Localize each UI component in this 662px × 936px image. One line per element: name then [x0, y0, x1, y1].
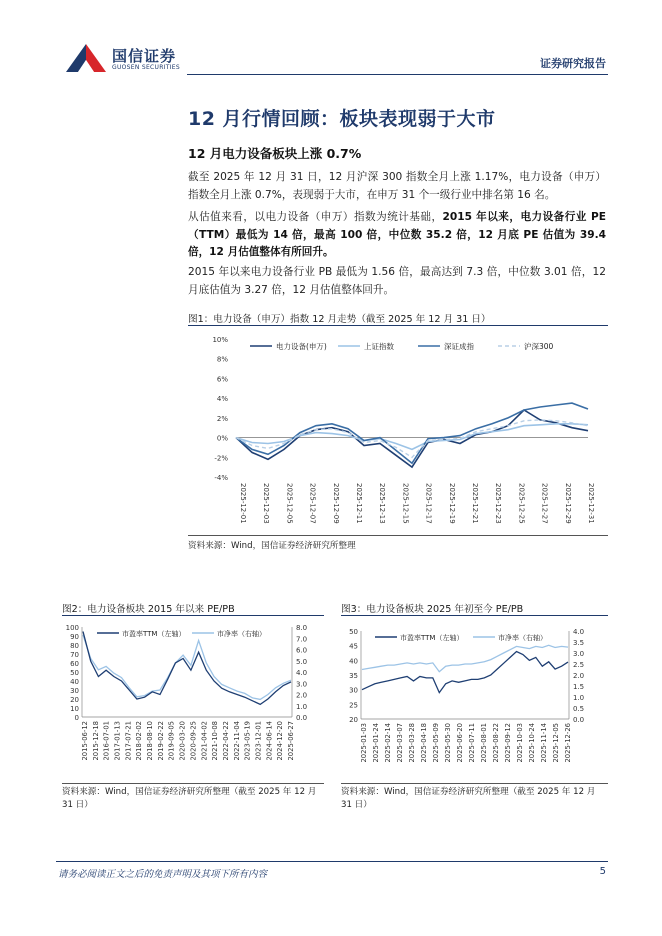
- y-left-tick-label: 40: [349, 657, 358, 666]
- logo-cn: 国信证券: [112, 47, 177, 65]
- legend-label: 市净率（右轴）: [217, 630, 266, 638]
- x-tick-label: 2023-12-01: [254, 721, 263, 761]
- paragraph-3: 2015 年以来电力设备行业 PB 最低为 1.56 倍，最高达到 7.3 倍，中位数 3.01 倍，12 月底估值为 3.27 倍，12 月估值整体回升。: [188, 266, 606, 296]
- legend-label: 沪深300: [524, 342, 554, 351]
- y-left-tick-label: 50: [70, 669, 79, 677]
- figure2-top-rule: [62, 615, 324, 616]
- y-left-tick-label: 90: [70, 633, 79, 641]
- legend-label: 上证指数: [364, 342, 394, 351]
- x-tick-label: 2025-12-23: [494, 483, 503, 524]
- footer-rule: [56, 861, 608, 862]
- paragraph-2-bold: 2015 年以来，电力设备行业 PE（TTM）最低为 14 倍，最高 100 倍，中位数 35.2 倍，12 月底 PE 估值为 39.4 倍，12 月估值整体有所回升。: [188, 211, 606, 258]
- legend-label: 市盈率TTM（左轴）: [122, 630, 186, 638]
- series-line-pb: [83, 635, 291, 700]
- figure1-source: 资料来源：Wind，国信证券经济研究所整理: [188, 541, 356, 551]
- guosen-logo-icon: [64, 42, 108, 76]
- series-line-1: [236, 410, 588, 467]
- x-tick-label: 2025-12-15: [401, 483, 410, 524]
- x-tick-label: 2019-02-22: [156, 721, 165, 761]
- y-right-tick-label: 2.5: [573, 661, 585, 669]
- figure1-bottom-rule: [188, 535, 608, 536]
- x-tick-label: 2025-05-30: [444, 723, 452, 763]
- figure3-caption: 图3：电力设备板块 2025 年初至今 PE/PB: [341, 604, 524, 615]
- x-tick-label: 2025-11-14: [540, 723, 548, 763]
- x-tick-label: 2025-10-03: [516, 723, 524, 763]
- x-tick-label: 2025-01-24: [372, 723, 380, 763]
- figure2-bottom-rule: [62, 783, 324, 784]
- x-tick-label: 2025-12-29: [563, 483, 572, 524]
- y-right-tick-label: 7.0: [296, 635, 308, 644]
- y-right-tick-label: 2.0: [573, 672, 585, 680]
- figure3-source: 资料来源：Wind，国信证券经济研究所整理（截至 2025 年 12 月 31 日）: [341, 787, 596, 810]
- x-tick-label: 2024-12-20: [276, 721, 285, 761]
- figure3-bottom-rule: [341, 783, 608, 784]
- x-tick-label: 2023-05-19: [243, 721, 252, 761]
- x-tick-label: 2025-12-05: [285, 483, 294, 524]
- x-tick-label: 2018-08-10: [146, 721, 155, 761]
- y-tick-label: 0%: [216, 434, 228, 443]
- y-right-tick-label: 3.0: [296, 680, 308, 689]
- x-tick-label: 2025-12-07: [308, 483, 317, 524]
- y-right-tick-label: 6.0: [296, 646, 308, 655]
- y-left-tick-label: 50: [349, 628, 358, 636]
- x-tick-label: 2022-11-04: [232, 721, 241, 761]
- y-right-tick-label: 3.0: [573, 650, 585, 658]
- legend-label: 电力设备(申万): [276, 342, 327, 351]
- x-tick-label: 2024-06-14: [265, 721, 274, 761]
- y-left-tick-label: 10: [70, 705, 79, 713]
- figure3-chart: [341, 617, 608, 783]
- x-tick-label: 2020-09-25: [189, 721, 198, 761]
- y-right-tick-label: 1.0: [573, 694, 585, 702]
- x-tick-label: 2021-04-02: [200, 721, 209, 761]
- x-tick-label: 2025-07-11: [468, 723, 476, 763]
- x-tick-label: 2025-12-09: [331, 483, 340, 524]
- section-title: 12 月行情回顾：板块表现弱于大市: [188, 108, 496, 130]
- paragraph-2: [188, 209, 606, 262]
- x-tick-label: 2022-04-22: [221, 721, 230, 761]
- x-tick-label: 2025-08-22: [492, 723, 500, 763]
- x-tick-label: 2025-12-03: [262, 483, 271, 524]
- y-left-tick-label: 100: [65, 624, 79, 632]
- subsection-title: 12 月电力设备板块上涨 0.7%: [188, 146, 362, 161]
- y-left-tick-label: 0: [74, 714, 79, 722]
- paragraph-2-normal: 从估值来看，以电力设备（申万）指数为统计基础，: [188, 211, 443, 223]
- x-tick-label: 2017-01-13: [113, 721, 122, 761]
- x-tick-label: 2025-03-28: [408, 723, 416, 763]
- series-line-3: [236, 403, 588, 463]
- figure3-top-rule: [341, 615, 608, 616]
- x-tick-label: 2025-12-31: [587, 483, 595, 524]
- legend-label: 市净率（右轴）: [498, 634, 547, 642]
- y-right-tick-label: 0.0: [573, 716, 585, 724]
- x-tick-label: 2025-04-18: [420, 723, 428, 763]
- y-tick-label: 8%: [216, 355, 228, 364]
- report-type: 证券研究报告: [540, 57, 606, 70]
- x-tick-label: 2025-12-11: [355, 483, 363, 524]
- figure2-chart: [62, 617, 324, 783]
- x-tick-label: 2025-12-27: [540, 483, 549, 524]
- x-tick-label: 2025-12-13: [378, 483, 387, 524]
- legend-label: 市盈率TTM（左轴）: [400, 634, 464, 642]
- x-tick-label: 2025-06-20: [456, 723, 464, 763]
- y-tick-label: -4%: [214, 474, 228, 482]
- series-line-pe: [362, 652, 568, 693]
- figure1-caption: 图1：电力设备（申万）指数 12 月走势（截至 2025 年 12 月 31 日）: [188, 314, 491, 325]
- logo-en: GUOSEN SECURITIES: [112, 64, 181, 71]
- paragraph-1: 截至 2025 年 12 月 31 日，12 月沪深 300 指数全月上涨 1.17%，电力设备（申万）指数全月上涨 0.7%，表现弱于大市，在申万 31 个一级行业中排名第 16 名。: [188, 171, 606, 201]
- y-left-tick-label: 25: [349, 701, 358, 710]
- y-left-tick-label: 35: [349, 672, 358, 680]
- x-tick-label: 2015-06-12: [81, 721, 89, 761]
- figure1-chart: [188, 327, 608, 533]
- x-tick-label: 2019-09-05: [167, 721, 176, 761]
- y-right-tick-label: 0.0: [296, 714, 308, 722]
- x-tick-label: 2025-12-17: [424, 483, 433, 524]
- footer-disclaimer: 请务必阅读正文之后的免责声明及其项下所有内容: [58, 869, 268, 880]
- x-tick-label: 2021-10-08: [211, 721, 220, 761]
- y-right-tick-label: 4.0: [573, 628, 585, 636]
- x-tick-label: 2025-12-05: [552, 723, 560, 763]
- y-right-tick-label: 2.0: [296, 691, 308, 700]
- x-tick-label: 2015-12-18: [91, 721, 100, 761]
- x-tick-label: 2025-09-12: [504, 723, 512, 763]
- y-right-tick-label: 3.5: [573, 639, 585, 647]
- y-left-tick-label: 30: [70, 687, 79, 695]
- y-left-tick-label: 40: [70, 678, 79, 686]
- page-number: 5: [599, 866, 606, 877]
- y-left-tick-label: 70: [70, 651, 79, 659]
- y-left-tick-label: 80: [70, 642, 79, 650]
- y-left-tick-label: 20: [349, 716, 358, 724]
- x-tick-label: 2025-08-01: [480, 723, 488, 763]
- y-tick-label: 4%: [216, 395, 228, 404]
- figure2-source: 资料来源：Wind，国信证券经济研究所整理（截至 2025 年 12 月 31 日）: [62, 787, 317, 810]
- y-tick-label: -2%: [214, 454, 228, 463]
- x-tick-label: 2025-03-07: [396, 723, 404, 763]
- y-right-tick-label: 4.0: [296, 669, 308, 677]
- x-tick-label: 2025-12-01: [239, 483, 247, 524]
- x-tick-label: 2025-12-25: [517, 483, 526, 524]
- y-right-tick-label: 0.5: [573, 705, 585, 713]
- x-tick-label: 2018-02-02: [135, 721, 144, 761]
- y-right-tick-label: 8.0: [296, 624, 308, 632]
- x-tick-label: 2025-06-27: [287, 721, 295, 761]
- y-left-tick-label: 20: [70, 696, 79, 704]
- y-tick-label: 10%: [212, 336, 228, 344]
- y-tick-label: 6%: [216, 375, 228, 384]
- x-tick-label: 2025-02-14: [384, 723, 392, 763]
- y-left-tick-label: 45: [349, 642, 358, 651]
- x-tick-label: 2016-07-01: [102, 721, 111, 761]
- y-right-tick-label: 1.5: [573, 683, 585, 691]
- y-right-tick-label: 1.0: [296, 702, 308, 711]
- figure2-caption: 图2：电力设备板块 2015 年以来 PE/PB: [62, 604, 235, 615]
- y-tick-label: 2%: [216, 414, 228, 423]
- y-left-tick-label: 60: [70, 660, 79, 668]
- series-line-pe: [83, 632, 291, 705]
- x-tick-label: 2017-07-21: [124, 721, 133, 761]
- figure1-top-rule: [188, 325, 608, 326]
- x-tick-label: 2025-12-19: [447, 483, 456, 524]
- x-tick-label: 2025-12-21: [471, 483, 479, 524]
- y-right-tick-label: 5.0: [296, 657, 308, 666]
- header-rule: [187, 74, 608, 75]
- x-tick-label: 2025-10-24: [528, 723, 536, 763]
- x-tick-label: 2025-05-09: [432, 723, 440, 763]
- x-tick-label: 2025-12-26: [564, 723, 572, 763]
- x-tick-label: 2025-01-03: [360, 723, 368, 763]
- legend-label: 深证成指: [444, 342, 474, 351]
- x-tick-label: 2020-03-20: [178, 721, 187, 761]
- y-left-tick-label: 30: [349, 686, 358, 695]
